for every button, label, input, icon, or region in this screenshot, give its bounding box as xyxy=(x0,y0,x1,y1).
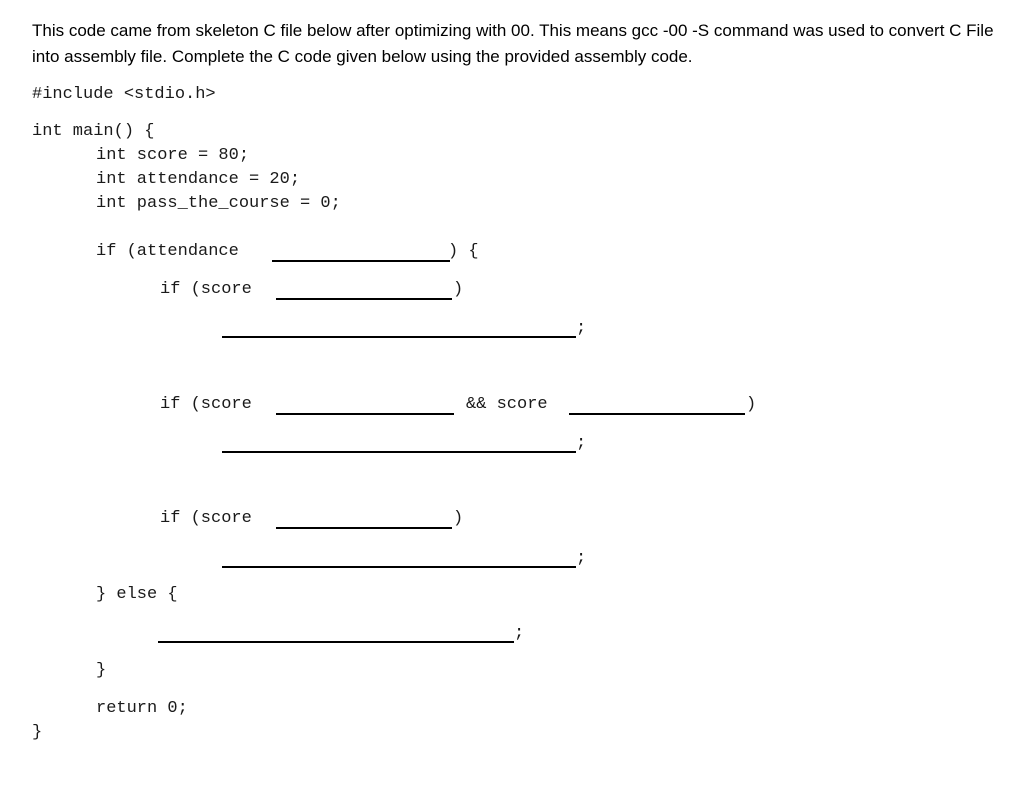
close-paren-2: ) xyxy=(746,395,757,414)
if-attendance-text: if (attendance xyxy=(96,242,239,261)
if-score-2-text: if (score xyxy=(160,395,252,414)
score-condition-blank-2b[interactable] xyxy=(569,413,745,415)
main-close-brace: } xyxy=(32,723,43,742)
else-statement-blank[interactable] xyxy=(158,641,514,643)
instructions-text: This code came from skeleton C file below after optimizing with 00. This means gcc -00 -S command was used to convert C File into assembly file. Complete the C code given below using the provided assembly code. xyxy=(32,21,994,66)
score-declaration: int score = 80; xyxy=(96,146,250,165)
score-condition-blank-3[interactable] xyxy=(276,527,452,529)
close-paren-1: ) xyxy=(453,280,464,299)
semicolon-2: ; xyxy=(576,434,587,453)
statement-blank-3[interactable] xyxy=(222,566,576,568)
statement-blank-1[interactable] xyxy=(222,336,576,338)
return-line: return 0; xyxy=(96,699,188,718)
semicolon-4: ; xyxy=(514,624,525,643)
pass-course-declaration: int pass_the_course = 0; xyxy=(96,194,341,213)
semicolon-1: ; xyxy=(576,319,587,338)
close-paren-3: ) xyxy=(453,509,464,528)
score-condition-blank-2a[interactable] xyxy=(276,413,454,415)
attendance-condition-blank[interactable] xyxy=(272,260,450,262)
if-score-1-text: if (score xyxy=(160,280,252,299)
statement-blank-2[interactable] xyxy=(222,451,576,453)
include-line: #include <stdio.h> xyxy=(32,85,216,104)
and-score-text: && score xyxy=(466,395,548,414)
if-attendance-close: ) { xyxy=(448,242,479,261)
else-line: } else { xyxy=(96,585,178,604)
semicolon-3: ; xyxy=(576,549,587,568)
main-declaration: int main() { xyxy=(32,122,155,141)
if-score-3-text: if (score xyxy=(160,509,252,528)
score-condition-blank-1[interactable] xyxy=(276,298,452,300)
inner-close-brace: } xyxy=(96,661,107,680)
attendance-declaration: int attendance = 20; xyxy=(96,170,301,189)
